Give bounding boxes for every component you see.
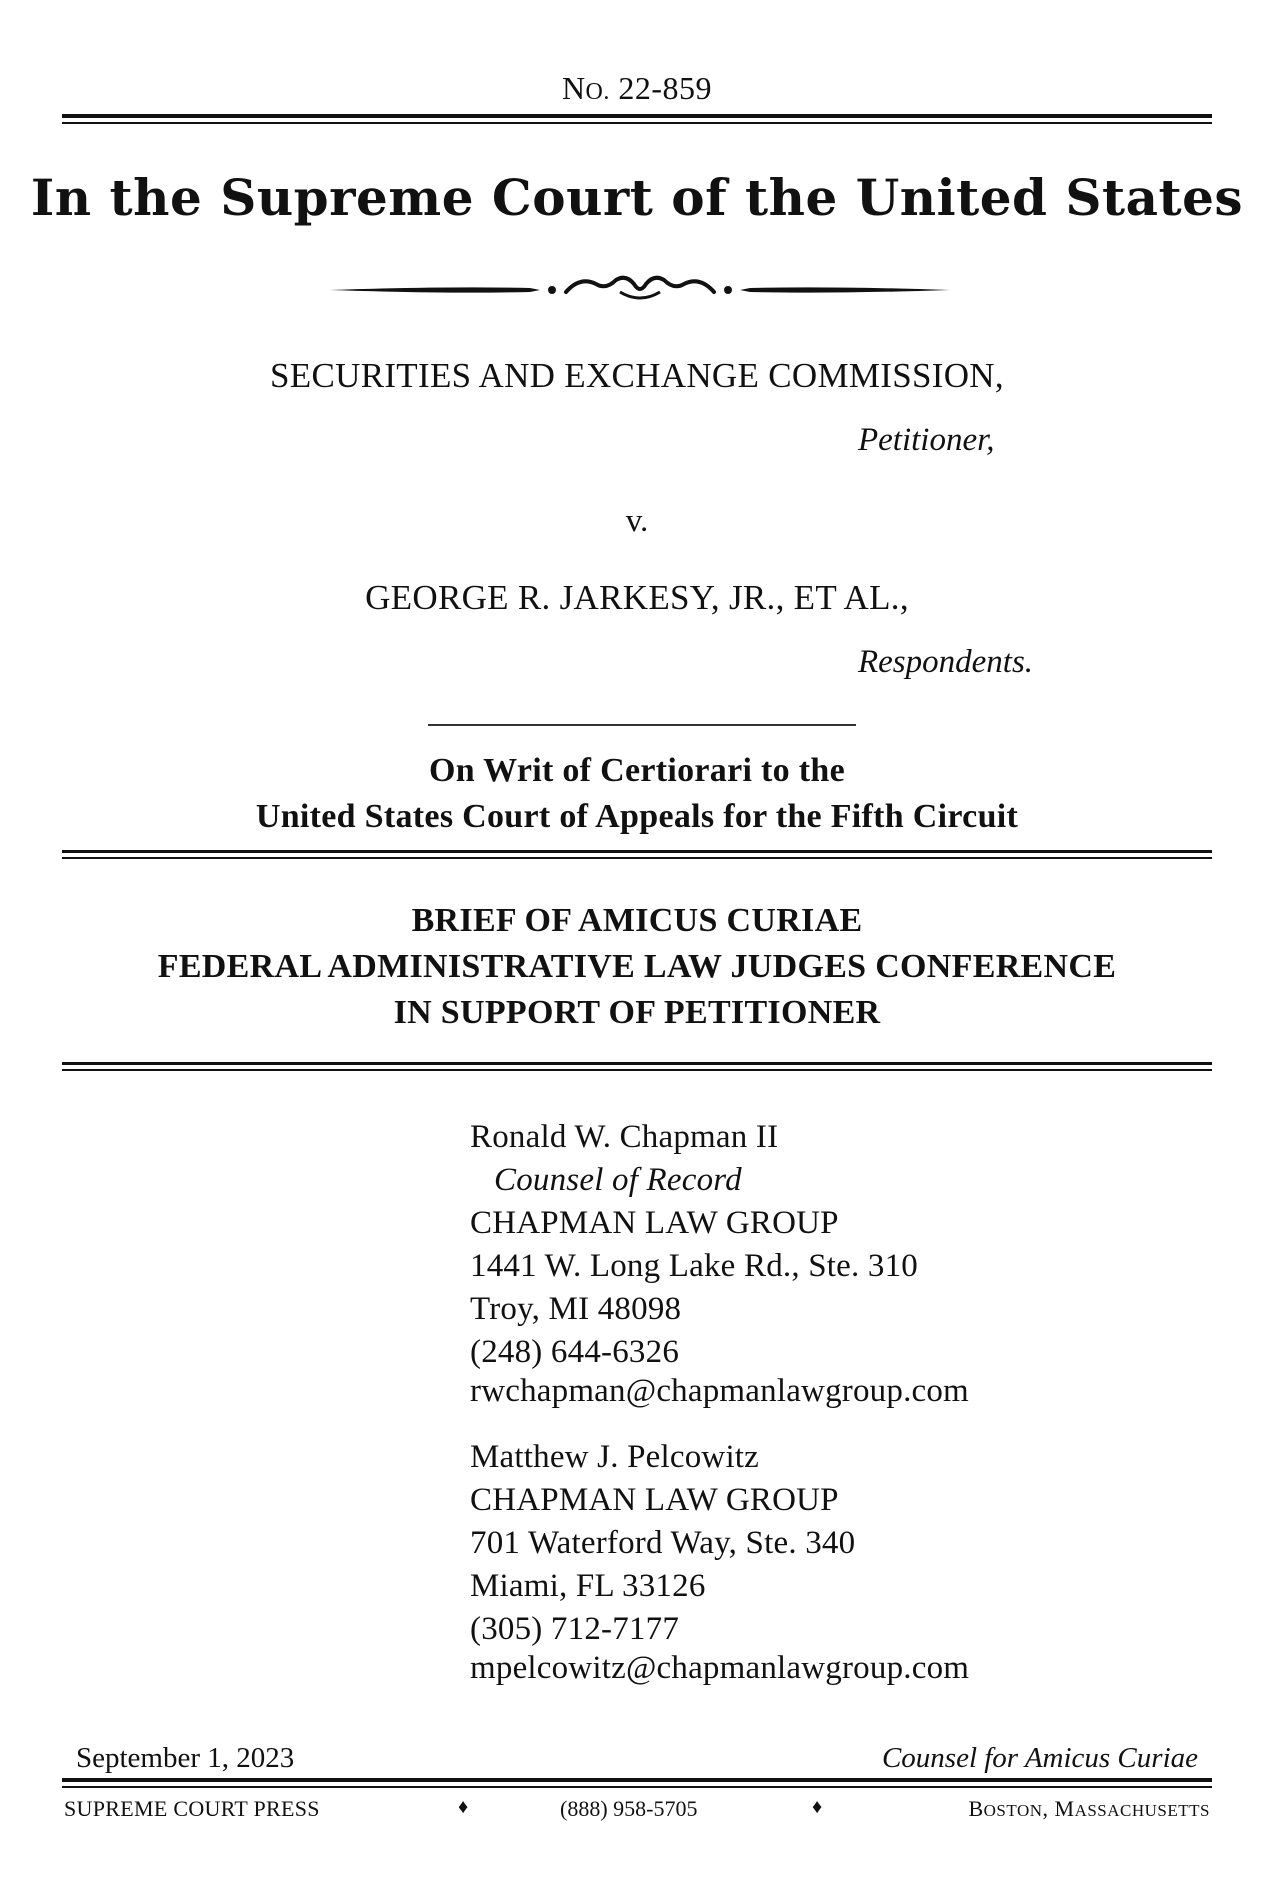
counsel-name: Ronald W. Chapman II: [470, 1119, 779, 1155]
footer-location-b: B: [968, 1796, 984, 1821]
brief-title-line-1: BRIEF OF AMICUS CURIAE: [411, 902, 863, 939]
counsel-email: rwchapman@chapmanlawgroup.com: [470, 1373, 969, 1409]
caption-divider: [428, 724, 856, 726]
respondent-name: GEORGE R. JARKESY, JR., ET AL.,: [365, 578, 909, 617]
counsel-address-2: Troy, MI 48098: [470, 1291, 682, 1327]
bottom-rule-thin: [62, 1786, 1212, 1788]
top-rule-thin: [62, 122, 1212, 124]
counsel-name: Matthew J. Pelcowitz: [470, 1439, 760, 1475]
writ-line-1: On Writ of Certiorari to the: [429, 752, 845, 789]
case-number: [0, 70, 1274, 107]
footer-location-m: M: [1054, 1796, 1075, 1821]
counsel-firm: CHAPMAN LAW GROUP: [470, 1205, 839, 1241]
brief-title-line-2: FEDERAL ADMINISTRATIVE LAW JUDGES CONFERENCE: [157, 948, 1117, 985]
footer-location-assachusetts: ASSACHUSETTS: [1074, 1801, 1210, 1820]
case-number-value: 22-859: [618, 70, 713, 106]
court-title: In the Supreme Court of the United States: [30, 168, 1244, 227]
footer-location-comma: ,: [1042, 1796, 1055, 1821]
writ-statement: [0, 748, 1274, 840]
counsel-block-1: [470, 1116, 969, 1413]
counsel-address-1: 1441 W. Long Lake Rd., Ste. 310: [470, 1248, 919, 1284]
counsel-phone: (248) 644-6326: [470, 1334, 680, 1370]
counsel-email: mpelcowitz@chapmanlawgroup.com: [470, 1650, 970, 1686]
case-number-prefix: N: [561, 70, 586, 106]
top-rule-thick: [62, 114, 1212, 118]
petitioner-name: SECURITIES AND EXCHANGE COMMISSION,: [270, 356, 1004, 395]
counsel-role: Counsel of Record: [494, 1162, 742, 1198]
case-number-prefix-small: O.: [585, 79, 610, 105]
footer-diamond-icon: ♦: [812, 1796, 823, 1818]
counsel-phone: (305) 712-7177: [470, 1611, 680, 1647]
ornamental-divider-icon: [330, 270, 950, 310]
lower-rule-thick: [62, 1062, 1212, 1065]
counsel-for-label: Counsel for Amicus Curiae: [881, 1742, 1198, 1774]
writ-line-2: United States Court of Appeals for the Fifth Circuit: [255, 798, 1019, 835]
lower-rule-thin: [62, 1069, 1212, 1071]
footer-location: [968, 1796, 1210, 1822]
counsel-address-1: 701 Waterford Way, Ste. 340: [470, 1525, 856, 1561]
footer-location-oston: OSTON: [983, 1801, 1043, 1820]
respondent-role: Respondents.: [858, 644, 1034, 680]
counsel-firm: CHAPMAN LAW GROUP: [470, 1482, 839, 1518]
middle-rule-thin: [62, 857, 1212, 859]
footer-diamond-icon: ♦: [458, 1796, 469, 1818]
footer-phone: (888) 958-5705: [560, 1796, 698, 1821]
counsel-block-2: [470, 1436, 969, 1690]
middle-rule-thick: [62, 850, 1212, 853]
counsel-address-2: Miami, FL 33126: [470, 1568, 706, 1604]
brief-title: [0, 898, 1274, 1036]
versus-label: v.: [625, 503, 649, 539]
bottom-rule-thick: [62, 1778, 1212, 1782]
footer-press-name: SUPREME COURT PRESS: [64, 1796, 320, 1821]
filing-date: September 1, 2023: [76, 1742, 295, 1774]
brief-title-line-3: IN SUPPORT OF PETITIONER: [393, 994, 881, 1031]
petitioner-role: Petitioner,: [858, 422, 995, 458]
